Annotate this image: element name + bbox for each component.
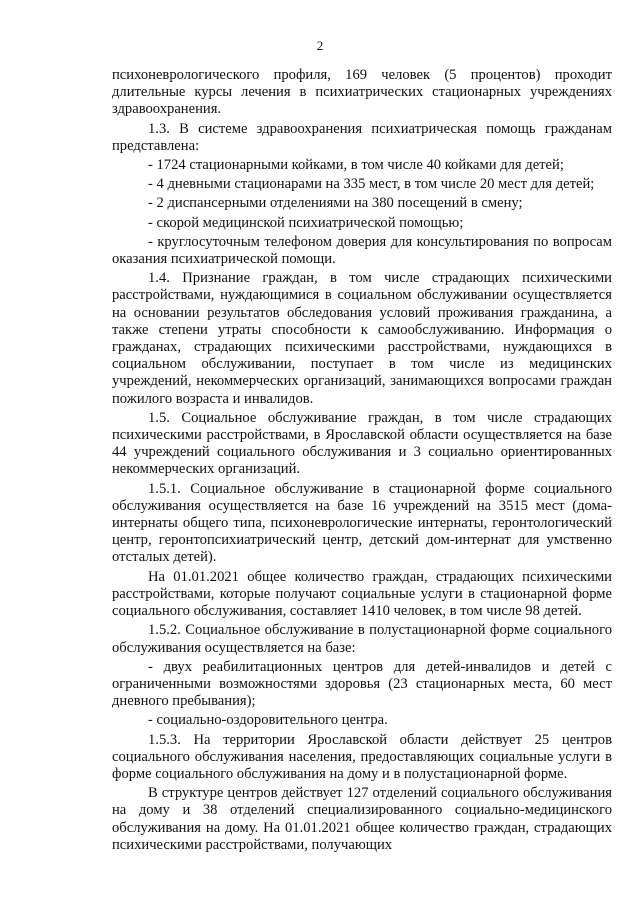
paragraph: 1.3. В системе здравоохранения психиатрическая помощь гражданам представлена: bbox=[112, 120, 612, 154]
document-body bbox=[112, 67, 612, 856]
paragraph: 1.5.2. Социальное обслуживание в полустационарной форме социального обслуживания осуществляется на базе: bbox=[112, 622, 612, 656]
paragraph: На 01.01.2021 общее количество граждан, страдающих психическими расстройствами, которые получают социальные услуги в стационарной форме социального обслуживания, составляет 1410 человек, в том числе 98 детей. bbox=[112, 568, 612, 620]
list-item: - круглосуточным телефоном доверия для консультирования по вопросам оказания психиатрической помощи. bbox=[112, 233, 612, 268]
paragraph: 1.5. Социальное обслуживание граждан, в том числе страдающих психическими расстройствами, в Ярославской области осуществляется на базе 44 учреждений социального обслуживания и 3 социально ориентированных некоммерческих организаций. bbox=[112, 409, 612, 478]
page-number: 2 bbox=[316, 38, 324, 53]
paragraph: 1.4. Признание граждан, в том числе страдающих психическими расстройствами, нуждающимися в социальном обслуживании осуществляется на основании результатов обследования условий проживания гражданина, а также степени утраты способности к самообслуживанию. Информация о гражданах, страдающих психическими расстройствами, нуждающихся в социальном обслуживании, поступает в том числе из медицинских учреждений, некоммерческих организаций, занимающихся вопросами граждан пожилого возраста и инвалидов. bbox=[112, 270, 612, 407]
list-item: - социально-оздоровительного центра. bbox=[148, 712, 388, 729]
list-item: - 1724 стационарными койками, в том числе 40 койками для детей; bbox=[148, 157, 564, 174]
paragraph: 1.5.1. Социальное обслуживание в стационарной форме социального обслуживания осуществляется на базе 16 учреждений на 3515 мест (дома-интернаты общего типа, психоневрологические интернаты, геронтологический центр, геронтопсихиатрический центр, детский дом-интернат для умственно отсталых детей). bbox=[112, 480, 612, 566]
list-item: - 2 диспансерными отделениями на 380 посещений в смену; bbox=[148, 195, 523, 212]
paragraph: 1.5.3. На территории Ярославской области действует 25 центров социального обслуживания населения, предоставляющих социальные услуги в форме социального обслуживания на дому и в полустационарной форме. bbox=[112, 731, 612, 782]
list-item: - 4 дневными стационарами на 335 мест, в том числе 20 мест для детей; bbox=[148, 176, 595, 193]
paragraph: психоневрологического профиля, 169 человек (5 процентов) проходит длительные курсы лечения в психиатрических стационарных учреждениях здравоохранения. bbox=[112, 67, 612, 118]
list-item: - двух реабилитационных центров для детей-инвалидов и детей с ограниченными возможностями здоровья (23 стационарных места, 60 мест дневного пребывания); bbox=[112, 658, 612, 710]
list-item: - скорой медицинской психиатрической помощью; bbox=[148, 214, 464, 231]
paragraph: В структуре центров действует 127 отделений социального обслуживания на дому и 38 отделений специализированного социально-медицинского обслуживания на дому. На 01.01.2021 общее количество граждан, страдающих психическими расстройствами, получающих bbox=[112, 785, 612, 853]
